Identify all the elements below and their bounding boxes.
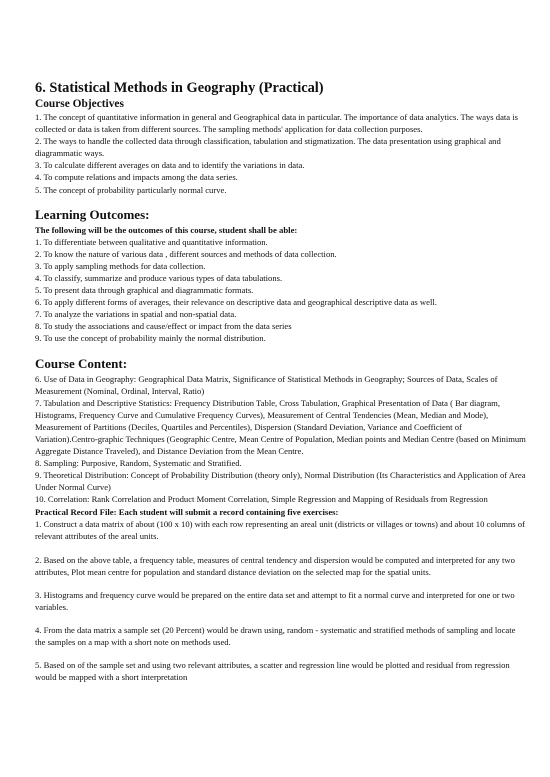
course-content-list: [35, 373, 526, 506]
exercise-item: 2. Based on the above table, a frequency table, measures of central tendency and dispersion would be computed and interpreted for any two attributes, Plot mean centre for population and standard distance deviation on the selected map for the spatial units.: [35, 554, 515, 577]
page-title: 6. Statistical Methods in Geography (Practical): [35, 80, 324, 96]
content-item: 9. Theoretical Distribution: Concept of Probability Distribution (theory only), Normal Distribution (Its Characteristics and Application of Area Under Normal Curve): [35, 470, 526, 493]
objective-item: 2. The ways to handle the collected data through classification, tabulation and stigmatization. The data presentation using graphical and diagrammatic ways.: [35, 136, 501, 159]
content-item: 6. Use of Data in Geography: Geographical Data Matrix, Significance of Statistical Methods in Geography; Sources of Data, Scales of Measurement (Nominal, Ordinal, Interval, Ratio): [35, 373, 498, 396]
exercise-item: 1. Construct a data matrix of about (100 x 10) with each row representing an areal unit (districts or villages or towns) and about 10 columns of relevant attributes of the areal units.: [35, 518, 525, 541]
exercise-item: 4. From the data matrix a sample set (20 Percent) would be drawn using, random - systematic and stratified methods of sampling and locate the samples on a map with a short note on methods used.: [35, 625, 516, 648]
objective-item: 5. The concept of probability particularly normal curve.: [35, 184, 227, 195]
objective-item: 3. To calculate different averages on data and to identify the variations in data.: [35, 160, 305, 171]
content-item: 10. Correlation: Rank Correlation and Product Moment Correlation, Simple Regression and Mapping of Residuals from Regression: [35, 494, 488, 505]
objective-item: 4. To compute relations and impacts among the data series.: [35, 172, 238, 183]
outcome-item: 9. To use the concept of probability mainly the normal distribution.: [35, 333, 266, 344]
learning-outcomes-heading: Learning Outcomes:: [35, 206, 150, 222]
outcome-item: 6. To apply different forms of averages, their relevance on descriptive data and geographical descriptive data as well.: [35, 297, 437, 308]
objective-item: 1. The concept of quantitative information in general and Geographical data in particular. The importance of data analytics. The ways data is collected or data is taken from different sources. The sampling methods' application for data collection purposes.: [35, 112, 518, 135]
exercise-item: 5. Based on of the sample set and using two relevant attributes, a scatter and regression line would be plotted and residual from regression would be mapped with a short interpretation: [35, 660, 510, 683]
outcome-item: 7. To analyze the variations in spatial and non-spatial data.: [35, 309, 237, 320]
outcome-item: 8. To study the associations and cause/effect or impact from the data series: [35, 321, 292, 332]
outcome-item: 3. To apply sampling methods for data collection.: [35, 260, 206, 271]
exercise-list: [35, 518, 526, 684]
course-content-heading: Course Content:: [35, 355, 128, 371]
outcome-item: 2. To know the nature of various data , different sources and methods of data collection.: [35, 248, 337, 259]
content-item: 7. Tabulation and Descriptive Statistics: Frequency Distribution Table, Cross Tabulation, Graphical Presentation of Data ( Bar diagram, Histograms, Frequency Curve and Cumulative Frequency Curves), Measurement of Central Tendencies (Mean, Median and Mode), Measurement of Partitions (Deciles, Quartiles and Percentiles), Dispersion (Standard Deviation, Variance and Coefficient of Variation).Centro-graphic Techniques (Geographic Centre, Mean Centre of Population, Median points and Median Centre (based on Minimum Aggregate Distance Traveled), and Distance Deviation from the Mean Centre.: [35, 397, 526, 457]
learning-outcomes-list: [35, 236, 526, 345]
learning-outcomes-intro: The following will be the outcomes of this course, student shall be able:: [35, 224, 298, 235]
course-objectives-list: [35, 111, 526, 196]
exercise-item: 3. Histograms and frequency curve would be prepared on the entire data set and attempt to fit a normal curve and interpreted for one or two variables.: [35, 589, 515, 612]
outcome-item: 5. To present data through graphical and diagrammatic formats.: [35, 285, 254, 296]
course-objectives-heading: Course Objectives: [35, 98, 124, 110]
content-item: 8. Sampling: Purposive, Random, Systematic and Stratified.: [35, 458, 242, 469]
outcome-item: 1. To differentiate between qualitative and quantitative information.: [35, 236, 268, 247]
outcome-item: 4. To classify, summarize and produce various types of data tabulations.: [35, 272, 283, 283]
practical-record-heading: Practical Record File: Each student will submit a record containing five exercises:: [35, 506, 339, 517]
